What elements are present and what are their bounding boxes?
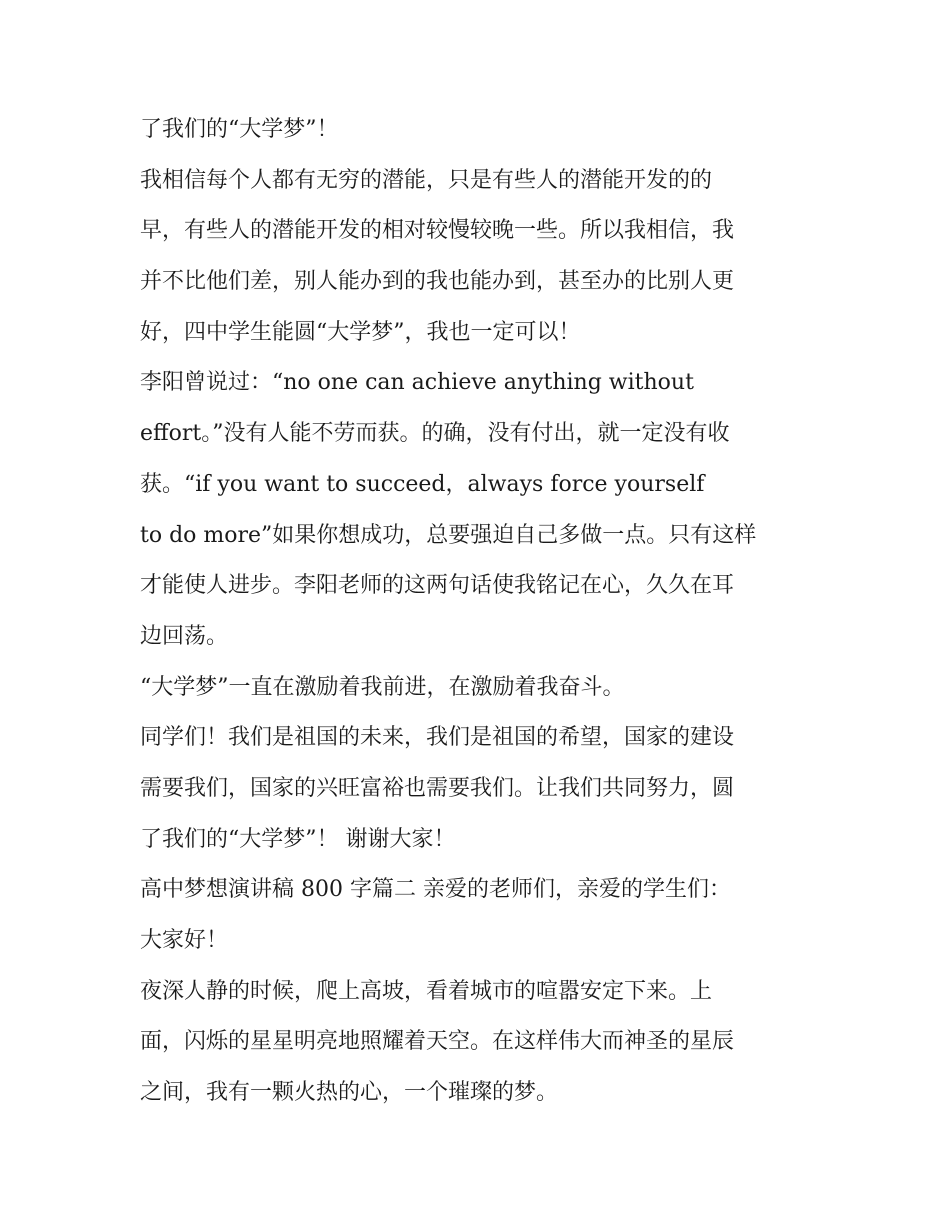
- text-line: 大家好！: [140, 928, 229, 953]
- section-heading: 高中梦想演讲稿 800 字篇二 亲爱的老师们，亲爱的学生们：: [140, 877, 731, 903]
- text-line: effort。”没有人能不劳而获。的确，没有付出，就一定没有收: [140, 421, 730, 447]
- text-line: 并不比他们差，别人能办到的我也能办到，甚至办的比别人更: [140, 269, 735, 295]
- text-line: 之间，我有一颗火热的心，一个璀璨的梦。: [140, 1080, 559, 1106]
- text-line: “大学梦”一直在激励着我前进，在激励着我奋斗。: [140, 674, 625, 700]
- text-line: 李阳曾说过：“no one can achieve anything without: [140, 370, 694, 396]
- text-line: 才能使人进步。李阳老师的这两句话使我铭记在心，久久在耳: [140, 573, 735, 599]
- text-line: 同学们！我们是祖国的未来，我们是祖国的希望，国家的建设: [140, 725, 735, 751]
- text-line: 边回荡。: [140, 623, 229, 649]
- text-line: 需要我们，国家的兴旺富裕也需要我们。让我们共同努力，圆: [140, 775, 735, 801]
- text-line: to do more”如果你想成功，总要强迫自己多做一点。只有这样: [140, 522, 757, 548]
- text-line: 我相信每个人都有无穷的潜能，只是有些人的潜能开发的的: [140, 167, 713, 193]
- text-line: 早，有些人的潜能开发的相对较慢较晚一些。所以我相信，我: [140, 218, 735, 244]
- text-line: 面，闪烁的星星明亮地照耀着天空。在这样伟大而神圣的星辰: [140, 1029, 735, 1055]
- text-line: 了我们的“大学梦”！: [140, 117, 339, 142]
- text-line: 获。“if you want to succeed，always force yourself: [140, 471, 705, 497]
- text-line: 夜深人静的时候，爬上高坡，看着城市的喧嚣安定下来。上: [140, 978, 713, 1004]
- text-line: 好，四中学生能圆“大学梦”，我也一定可以！: [140, 319, 581, 345]
- text-line: 了我们的“大学梦”！ 谢谢大家！: [140, 826, 456, 852]
- document-page: [140, 107, 820, 1121]
